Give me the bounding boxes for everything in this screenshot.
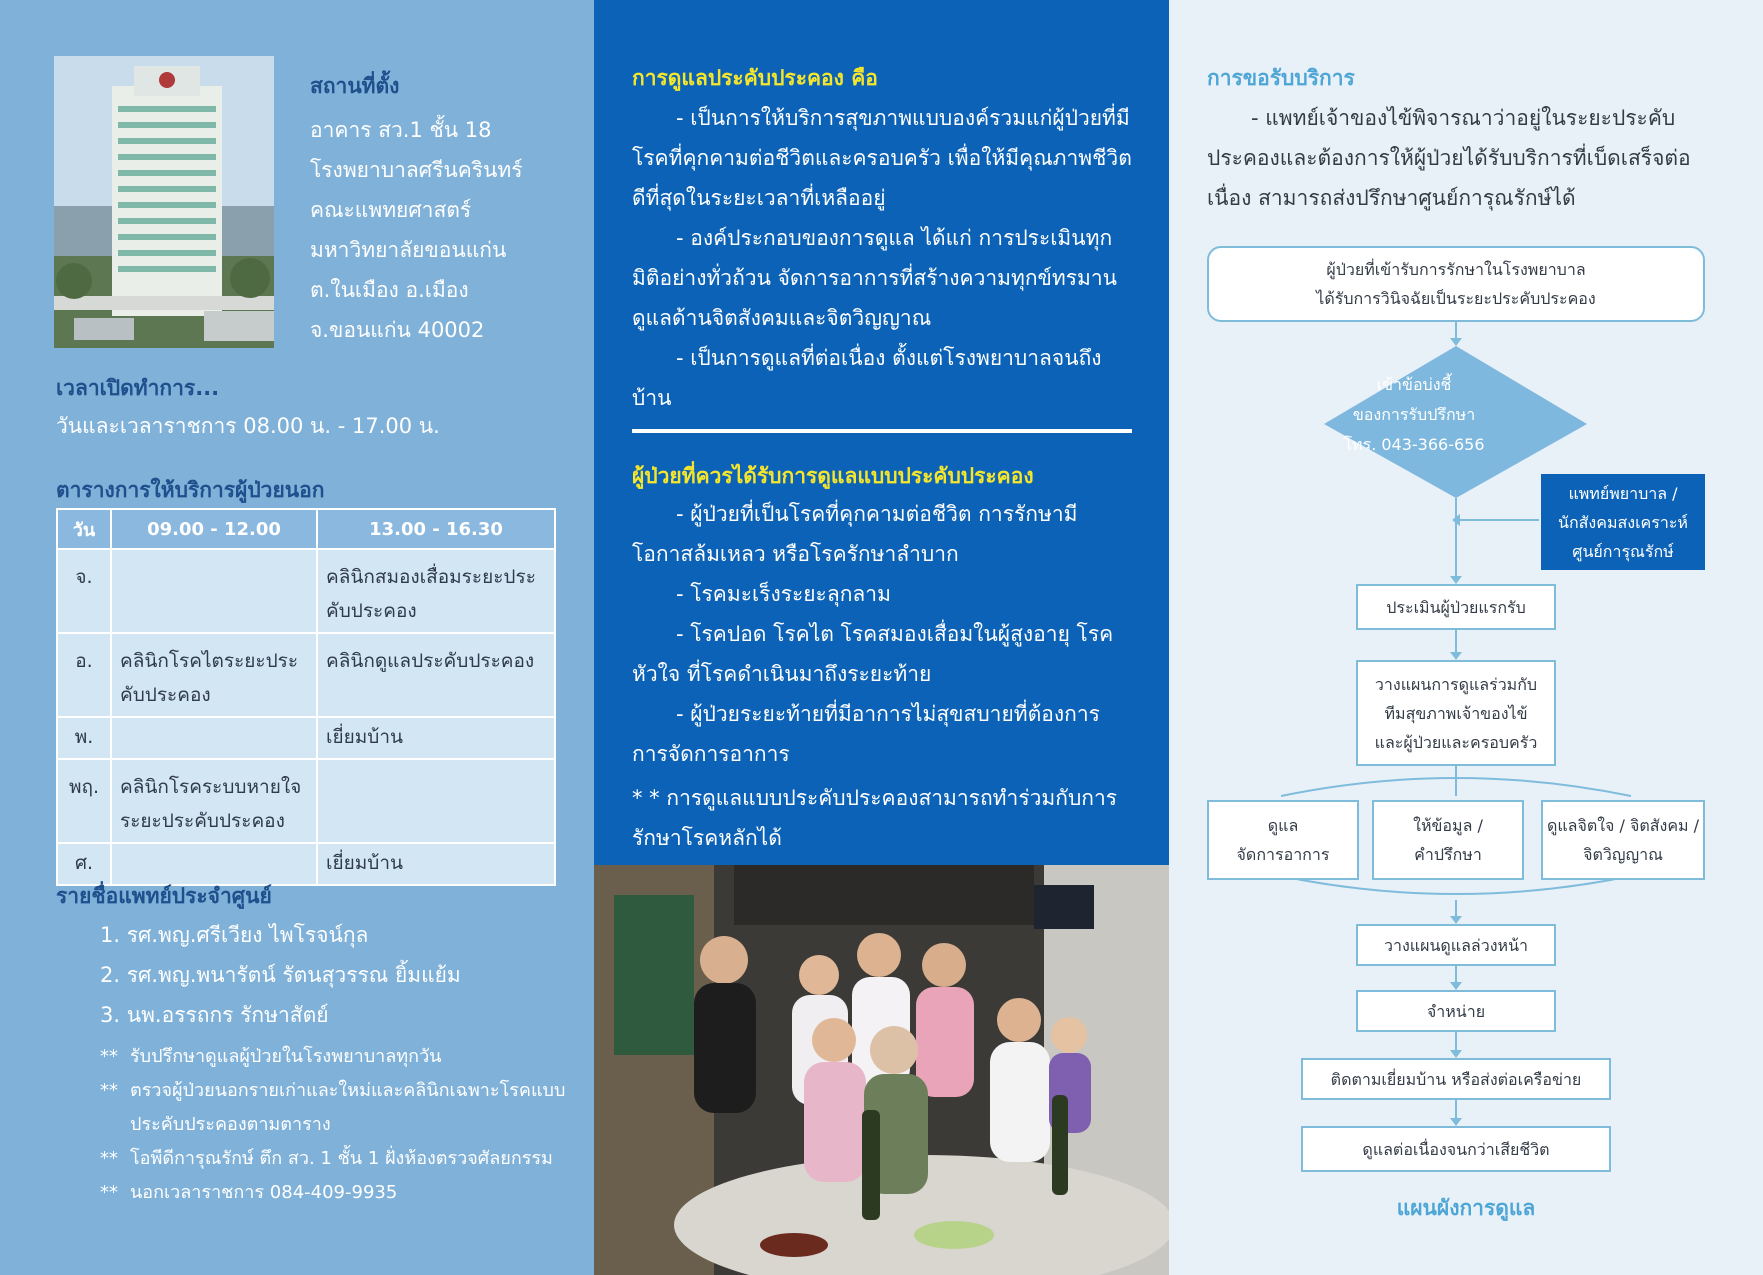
doctor-item: 1. รศ.พญ.ศรีเวียง ไพโรจน์กุล	[100, 923, 369, 947]
table-header-row	[57, 509, 555, 549]
group-photo	[594, 865, 1169, 1275]
flow-criteria-diamond	[1314, 370, 1514, 460]
counsel-line: ให้ข้อมูล /	[1413, 816, 1483, 835]
flow-referral-box	[1541, 474, 1705, 570]
morning-cell	[111, 549, 317, 633]
address-line: ต.ในเมือง อ.เมือง	[310, 278, 469, 302]
service-notes	[100, 1040, 580, 1210]
note-marker: **	[100, 1148, 118, 1169]
day-cell: อ.	[57, 633, 111, 717]
note-text: รับปรึกษาดูแลผู้ป่วยในโรงพยาบาลทุกวัน	[130, 1046, 442, 1067]
table-row	[57, 843, 555, 885]
flow-start-line: ได้รับการวินิจฉัยเป็นระยะประคับประคอง	[1316, 289, 1596, 308]
eligible-item: - โรคมะเร็งระยะลุกลาม	[676, 582, 891, 606]
palliative-title: การดูแลประคับประคอง คือ	[632, 66, 878, 90]
column-header: 13.00 - 16.30	[317, 509, 555, 549]
referral-line: ศูนย์การุณรักษ์	[1572, 541, 1674, 561]
counsel-line: คำปรึกษา	[1414, 845, 1482, 864]
morning-cell	[111, 717, 317, 759]
flow-continue-box	[1301, 1126, 1611, 1172]
plan-line: และผู้ป่วยและครอบครัว	[1374, 732, 1538, 752]
flow-start-box	[1207, 246, 1705, 322]
flow-plan-box	[1356, 660, 1556, 766]
palliative-description	[632, 98, 1132, 418]
doctor-list	[100, 915, 461, 1035]
afternoon-cell: คลินิกดูแลประคับประคอง	[317, 633, 555, 717]
flowchart-caption: แผนผังการดูแล	[1396, 1196, 1536, 1220]
morning-cell	[111, 843, 317, 885]
plan-line: ทีมสุขภาพเจ้าของไข้	[1384, 703, 1528, 723]
note-marker: **	[100, 1046, 118, 1067]
table-row	[57, 633, 555, 717]
afternoon-cell: เยี่ยมบ้าน	[317, 717, 555, 759]
eligible-item: - ผู้ป่วยที่เป็นโรคที่คุกคามต่อชีวิต การรักษามีโอกาสล้มเหลว หรือโรครักษาลำบาก	[632, 502, 1078, 566]
column-header: 09.00 - 12.00	[111, 509, 317, 549]
afternoon-cell: เยี่ยมบ้าน	[317, 843, 555, 885]
right-panel	[1169, 0, 1763, 1275]
referral-line: นักสังคมสงเคราะห์	[1558, 512, 1688, 532]
symptom-line: จัดการอาการ	[1236, 845, 1330, 864]
table-row	[57, 759, 555, 843]
continue-label: ดูแลต่อเนื่องจนกว่าเสียชีวิต	[1362, 1139, 1550, 1159]
note-text: ตรวจผู้ป่วยนอกรายเก่าและใหม่และคลินิกเฉพาะโรคแบบประคับประคองตามตาราง	[130, 1080, 566, 1135]
eligible-footnote: * * การดูแลแบบประคับประคองสามารถทำร่วมกับการรักษาโรคหลักได้	[632, 786, 1118, 850]
flow-followup-box	[1301, 1058, 1611, 1100]
day-cell: พฤ.	[57, 759, 111, 843]
discharge-label: จำหน่าย	[1426, 1001, 1486, 1021]
middle-panel	[594, 0, 1169, 865]
note-marker: **	[100, 1080, 118, 1101]
hospital-building-photo	[54, 56, 274, 348]
note-item	[100, 1074, 580, 1142]
flow-symptom-box	[1207, 800, 1359, 880]
flow-start-line: ผู้ป่วยที่เข้ารับการรักษาในโรงพยาบาล	[1326, 260, 1586, 279]
address-line: โรงพยาบาลศรีนครินทร์	[310, 158, 523, 182]
request-text: - แพทย์เจ้าของไข้พิจารณาว่าอยู่ในระยะประคับประคองและต้องการให้ผู้ป่วยได้รับบริการที่เบ็ดเสร็จต่อเนื่อง สามารถส่งปรึกษาศูนย์การุณรักษ์ได้	[1207, 106, 1691, 210]
schedule-table	[56, 508, 556, 886]
flow-counsel-box	[1372, 800, 1524, 880]
flow-psycho-box	[1541, 800, 1705, 880]
plan-line: วางแผนการดูแลร่วมกับ	[1374, 674, 1538, 694]
afternoon-cell: คลินิกสมองเสื่อมระยะประคับประคอง	[317, 549, 555, 633]
morning-cell: คลินิกโรคไตระยะประคับประคอง	[111, 633, 317, 717]
palliative-item: - องค์ประกอบของการดูแล ได้แก่ การประเมินทุกมิติอย่างทั่วถ้วน จัดการอาการที่สร้างความทุกข์ทรมาน ดูแลด้านจิตสังคมและจิตวิญญาณ	[632, 226, 1118, 330]
psycho-line: ดูแลจิตใจ / จิตสังคม /	[1546, 816, 1700, 835]
palliative-item: - เป็นการให้บริการสุขภาพแบบองค์รวมแก่ผู้ป่วยที่มีโรคที่คุกคามต่อชีวิตและครอบครัว เพื่อให้มีคุณภาพชีวิตดีที่สุดในระยะเวลาที่เหลืออยู่	[632, 106, 1132, 210]
request-title: การขอรับบริการ	[1207, 66, 1355, 90]
symptom-line: ดูแล	[1267, 816, 1299, 835]
eligible-item: - โรคปอด โรคไต โรคสมองเสื่อมในผู้สูงอายุ โรคหัวใจ ที่โรคดำเนินมาถึงระยะท้าย	[632, 622, 1114, 686]
psycho-line: จิตวิญญาณ	[1583, 845, 1663, 864]
address-line: คณะแพทยศาสตร์	[310, 198, 472, 222]
followup-label: ติดตามเยี่ยมบ้าน หรือส่งต่อเครือข่าย	[1330, 1069, 1582, 1089]
referral-line: แพทย์พยาบาล /	[1568, 483, 1678, 503]
left-panel	[0, 0, 594, 1275]
eligible-item: - ผู้ป่วยระยะท้ายที่มีอาการไม่สุขสบายที่ต้องการการจัดการอาการ	[632, 702, 1100, 766]
hours-title: เวลาเปิดทำการ...	[56, 376, 220, 400]
note-text: โอพีดีการุณรักษ์ ตึก สว. 1 ชั้น 1 ฝั่งห้องตรวจศัลยกรรม	[130, 1148, 553, 1169]
note-text: นอกเวลาราชการ 084-409-9935	[130, 1182, 398, 1203]
diamond-line: ของการรับปรึกษา	[1352, 405, 1476, 424]
eligible-list	[632, 494, 1132, 858]
eligible-title: ผู้ป่วยที่ควรได้รับการดูแลแบบประคับประคอง	[632, 464, 1034, 488]
assess-label: ประเมินผู้ป่วยแรกรับ	[1386, 597, 1526, 617]
day-cell: พ.	[57, 717, 111, 759]
advance-label: วางแผนดูแลล่วงหน้า	[1384, 935, 1528, 955]
day-cell: ศ.	[57, 843, 111, 885]
address-line: มหาวิทยาลัยขอนแก่น	[310, 238, 507, 262]
table-row	[57, 549, 555, 633]
note-marker: **	[100, 1182, 118, 1203]
diamond-line: เข้าข้อบ่งชี้	[1376, 375, 1452, 394]
flow-assess-box	[1356, 584, 1556, 630]
flow-discharge-box	[1356, 990, 1556, 1032]
location-title: สถานที่ตั้ง	[310, 74, 400, 98]
diamond-line: โทร. 043-366-656	[1343, 435, 1485, 454]
doctors-title: รายชื่อแพทย์ประจำศูนย์	[56, 884, 272, 908]
afternoon-cell	[317, 759, 555, 843]
location-address	[310, 110, 523, 350]
address-line: จ.ขอนแก่น 40002	[310, 318, 485, 342]
note-item	[100, 1176, 580, 1210]
morning-cell: คลินิกโรคระบบหายใจระยะประคับประคอง	[111, 759, 317, 843]
doctor-item: 2. รศ.พญ.พนารัตน์ รัตนสุวรรณ ยิ้มแย้ม	[100, 963, 461, 987]
flow-advance-box	[1356, 924, 1556, 966]
doctor-item: 3. นพ.อรรถกร รักษาสัตย์	[100, 1003, 329, 1027]
schedule-title: ตารางการให้บริการผู้ป่วยนอก	[56, 478, 325, 502]
column-header: วัน	[57, 509, 111, 549]
day-cell: จ.	[57, 549, 111, 633]
address-line: อาคาร สว.1 ชั้น 18	[310, 118, 492, 142]
section-divider	[632, 429, 1132, 433]
palliative-item: - เป็นการดูแลที่ต่อเนื่อง ตั้งแต่โรงพยาบาลจนถึงบ้าน	[632, 346, 1102, 410]
note-item	[100, 1142, 580, 1176]
note-item	[100, 1040, 580, 1074]
hours-text: วันและเวลาราชการ 08.00 น. - 17.00 น.	[56, 414, 440, 438]
table-row	[57, 717, 555, 759]
